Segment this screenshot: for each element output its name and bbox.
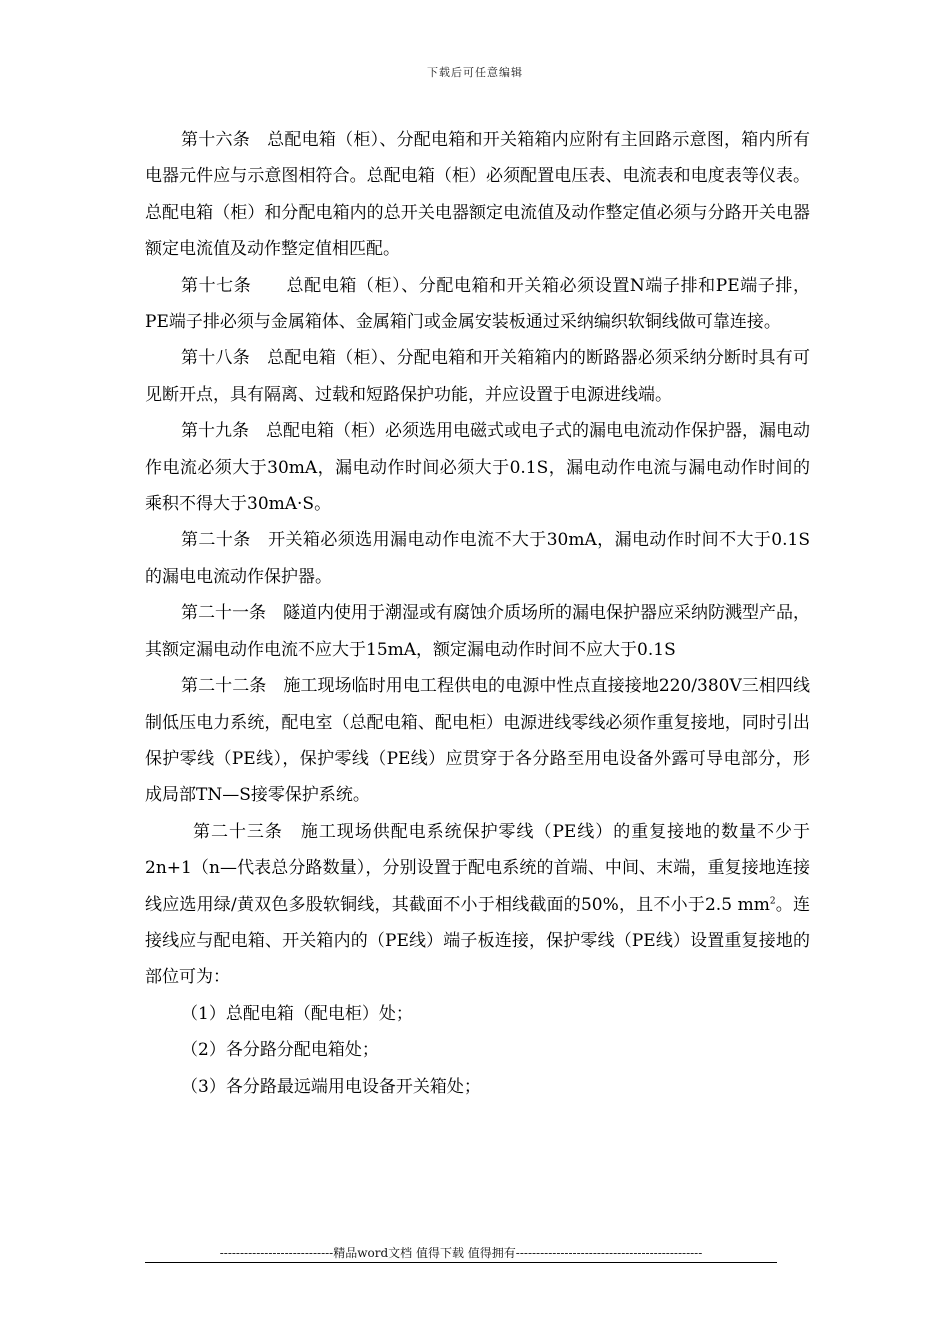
article-23-part2: 。连接线应与配电箱、开关箱内的（PE线）端子板连接，保护零线（PE线）设置重复接地的部位可为：: [145, 894, 810, 988]
article-23-part1: 第二十三条 施工现场供配电系统保护零线（PE线）的重复接地的数量不少于2n+1（n—代表总分路数量），分别设置于配电系统的首端、中间、末端，重复接地连接线应选用绿/黄双色多股软铜线，其截面不小于相线截面的50%，且不小于2.5 mm: [145, 821, 810, 915]
article-23: [145, 814, 810, 996]
list-item-3: （3）各分路最远端用电设备开关箱处；: [181, 1076, 481, 1097]
page-footer: ----------------------------精品word文档 值得下载 值得拥有----------------------------------------------: [219, 1246, 703, 1260]
article-18: 第十八条 总配电箱（柜）、分配电箱和开关箱箱内的断路器必须采纳分断时具有可见断开点，具有隔离、过载和短路保护功能，并应设置于电源进线端。: [145, 348, 810, 405]
article-19: 第十九条 总配电箱（柜）必须选用电磁式或电子式的漏电电流动作保护器，漏电动作电流必须大于30mA，漏电动作时间必须大于0.1S，漏电动作电流与漏电动作时间的乘积不得大于30mA·S。: [145, 421, 810, 515]
article-17: 第十七条 总配电箱（柜）、分配电箱和开关箱必须设置N端子排和PE端子排，PE端子排必须与金属箱体、金属箱门或金属安装板通过采纳编织软铜线做可靠连接。: [145, 275, 810, 333]
article-16: 第十六条 总配电箱（柜）、分配电箱和开关箱箱内应附有主回路示意图，箱内所有电器元件应与示意图相符合。总配电箱（柜）必须配置电压表、电流表和电度表等仪表。总配电箱（柜）和分配电箱内的总开关电器额定电流值及动作整定值必须与分路开关电器额定电流值及动作整定值相匹配。: [145, 130, 810, 260]
superscript-2: 2: [769, 895, 776, 906]
article-22: 第二十二条 施工现场临时用电工程供电的电源中性点直接接地220/380V三相四线制低压电力系统，配电室（总配电箱、配电柜）电源进线零线必须作重复接地，同时引出保护零线（PE线），保护零线（PE线）应贯穿于各分路至用电设备外露可导电部分，形成局部TN—S接零保护系统。: [145, 676, 810, 806]
page-header: 下载后可任意编辑: [427, 66, 523, 79]
list-item-1: （1）总配电箱（配电柜）处；: [181, 1003, 413, 1024]
list-item-2: （2）各分路分配电箱处；: [181, 1040, 379, 1061]
article-20: 第二十条 开关箱必须选用漏电动作电流不大于30mA，漏电动作时间不大于0.1S的漏电电流动作保护器。: [145, 530, 810, 587]
footer-divider: [145, 1262, 777, 1263]
article-21: 第二十一条 隧道内使用于潮湿或有腐蚀介质场所的漏电保护器应采纳防溅型产品，其额定漏电动作电流不应大于15mA，额定漏电动作时间不应大于0.1S: [145, 603, 810, 660]
document-body: [145, 122, 810, 1105]
